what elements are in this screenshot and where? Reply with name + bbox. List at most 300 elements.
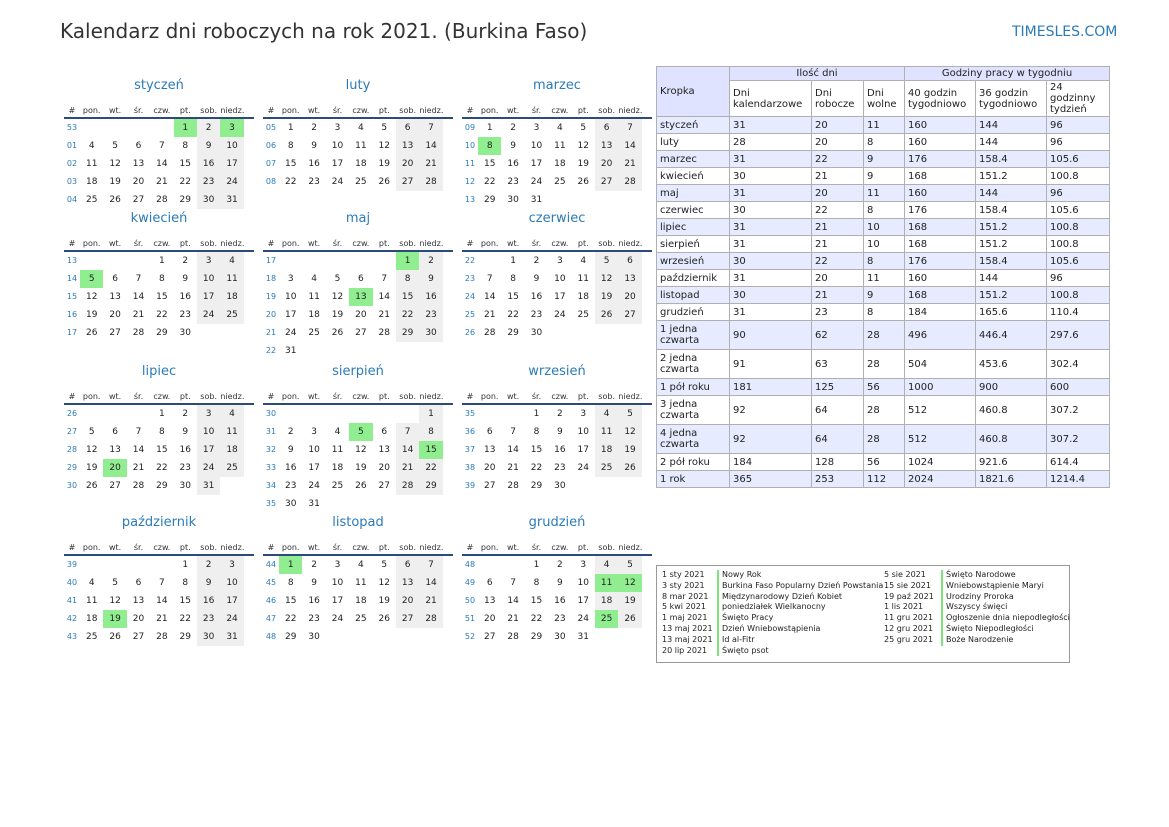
day-cell: 15 bbox=[179, 596, 191, 606]
day-cell: 9 bbox=[557, 578, 563, 588]
stat-value: 8 bbox=[864, 304, 905, 321]
weekday-label: czw. bbox=[551, 106, 569, 115]
week-row bbox=[263, 477, 453, 495]
week-row bbox=[263, 405, 453, 423]
week-number: 31 bbox=[265, 427, 277, 436]
day-cell bbox=[595, 191, 618, 209]
day-cell: 1 bbox=[159, 256, 165, 266]
day-cell: 25 bbox=[85, 632, 98, 642]
day-cell: 17 bbox=[284, 310, 297, 320]
day-cell: 14 bbox=[618, 137, 641, 155]
day-cell: 11 bbox=[220, 423, 243, 441]
day-cell: 20 bbox=[132, 177, 145, 187]
day-cell: 12 bbox=[618, 423, 641, 441]
day-cell bbox=[220, 477, 243, 495]
col-header: 24 godzinny tydzień bbox=[1047, 81, 1110, 117]
day-cell: 9 bbox=[419, 270, 442, 288]
day-cell bbox=[419, 495, 442, 513]
holiday-day: 15 bbox=[419, 441, 442, 459]
stat-value: 307.2 bbox=[1047, 396, 1110, 425]
holiday-entry bbox=[662, 613, 883, 624]
day-cell: 21 bbox=[156, 614, 168, 624]
day-cell: 27 bbox=[396, 173, 419, 191]
weekday-label: pon. bbox=[480, 543, 499, 552]
day-cell: 4 bbox=[595, 405, 618, 423]
day-cell: 20 bbox=[378, 463, 390, 473]
week-row bbox=[64, 137, 254, 155]
holiday-entry bbox=[884, 624, 1070, 635]
day-cell: 4 bbox=[311, 274, 317, 284]
week-row bbox=[462, 119, 652, 137]
month-name: październik bbox=[121, 515, 197, 530]
month-name: czerwiec bbox=[528, 211, 586, 226]
month-name: kwiecień bbox=[130, 211, 188, 226]
day-cell: 16 bbox=[308, 596, 320, 606]
day-cell: 11 bbox=[355, 141, 367, 151]
week-number: 22 bbox=[464, 256, 476, 265]
stat-value: 165.6 bbox=[976, 304, 1047, 321]
day-cell: 18 bbox=[355, 159, 367, 169]
holiday-day: 1 bbox=[396, 252, 419, 270]
day-cell: 30 bbox=[554, 481, 566, 491]
weekday-label: śr. bbox=[332, 106, 343, 115]
week-number: 43 bbox=[66, 632, 78, 641]
day-cell bbox=[326, 252, 349, 270]
stat-value: 64 bbox=[812, 396, 864, 425]
weekday-label: sob. bbox=[598, 543, 615, 552]
day-cell: 15 bbox=[483, 159, 496, 169]
month-name: styczeń bbox=[134, 78, 184, 93]
week-row bbox=[462, 441, 652, 459]
day-cell: 27 bbox=[483, 481, 496, 491]
day-cell bbox=[595, 324, 618, 342]
day-cell bbox=[349, 252, 372, 270]
day-cell: 3 bbox=[533, 123, 540, 133]
day-cell: 12 bbox=[109, 159, 121, 169]
day-cell: 31 bbox=[577, 632, 589, 642]
day-cell: 19 bbox=[378, 159, 390, 169]
stats-table bbox=[656, 66, 1110, 488]
month-1 bbox=[64, 76, 254, 209]
day-cell: 25 bbox=[308, 328, 320, 338]
week-number: 10 bbox=[464, 141, 476, 150]
day-cell bbox=[572, 191, 595, 209]
day-cell: 28 bbox=[156, 632, 168, 642]
week-row bbox=[462, 592, 652, 610]
week-row bbox=[263, 288, 453, 306]
week-row bbox=[64, 477, 254, 495]
day-cell: 26 bbox=[618, 610, 641, 628]
week-row bbox=[263, 137, 453, 155]
col-header: Dni wolne bbox=[864, 81, 905, 117]
week-row bbox=[263, 423, 453, 441]
brand-link[interactable]: TIMESLES.COM bbox=[1012, 24, 1118, 40]
day-cell: 24 bbox=[220, 173, 243, 191]
week-number: 37 bbox=[464, 445, 476, 454]
week-row bbox=[462, 324, 652, 342]
day-cell: 18 bbox=[85, 614, 98, 624]
day-cell: 17 bbox=[530, 159, 543, 169]
day-cell: 5 bbox=[580, 123, 587, 133]
stat-value: 144 bbox=[976, 270, 1047, 287]
week-number: 35 bbox=[265, 499, 277, 508]
day-cell: 4 bbox=[220, 405, 243, 423]
holiday-date: 5 sie 2021 bbox=[884, 570, 926, 579]
weekday-label: pt. bbox=[179, 392, 191, 401]
day-cell: 25 bbox=[577, 310, 589, 320]
day-cell: 30 bbox=[179, 328, 191, 338]
day-cell: 28 bbox=[618, 173, 641, 191]
day-cell: 5 bbox=[88, 427, 95, 437]
day-cell bbox=[419, 628, 442, 646]
day-cell: 17 bbox=[197, 288, 220, 306]
day-cell: 28 bbox=[132, 328, 145, 338]
day-cell: 21 bbox=[156, 177, 168, 187]
day-cell: 11 bbox=[331, 445, 344, 455]
day-cell: 8 bbox=[533, 578, 540, 588]
week-row bbox=[462, 306, 652, 324]
day-cell: 22 bbox=[179, 177, 191, 187]
weekday-label: czw. bbox=[551, 392, 569, 401]
day-cell: 2 bbox=[197, 119, 220, 137]
weekday-label: sob. bbox=[399, 106, 416, 115]
stat-value: 20 bbox=[812, 270, 864, 287]
day-cell: 19 bbox=[618, 441, 641, 459]
day-cell: 1 bbox=[510, 256, 516, 266]
stat-value: 90 bbox=[730, 321, 812, 350]
day-cell bbox=[396, 495, 419, 513]
weekday-label: czw. bbox=[153, 543, 171, 552]
stat-value: 62 bbox=[812, 321, 864, 350]
week-number: 28 bbox=[66, 445, 78, 454]
stat-value: 9 bbox=[864, 287, 905, 304]
stats-row bbox=[657, 270, 1110, 287]
day-cell bbox=[396, 342, 419, 360]
day-cell: 7 bbox=[618, 119, 641, 137]
stat-value: 446.4 bbox=[976, 321, 1047, 350]
stat-value: 56 bbox=[864, 454, 905, 471]
day-cell: 28 bbox=[483, 328, 496, 338]
stat-value: 92 bbox=[730, 396, 812, 425]
weekday-label: śr. bbox=[332, 543, 343, 552]
weekday-header bbox=[462, 96, 652, 119]
stats-row bbox=[657, 350, 1110, 379]
stat-value: 504 bbox=[905, 350, 976, 379]
day-cell: 2 bbox=[533, 256, 540, 266]
day-cell bbox=[279, 252, 302, 270]
stat-value: 30 bbox=[730, 168, 812, 185]
stat-value: 168 bbox=[905, 168, 976, 185]
day-cell: 29 bbox=[507, 328, 519, 338]
weekday-header bbox=[462, 229, 652, 252]
col-header: 36 godzin tygodniowo bbox=[976, 81, 1047, 117]
day-cell: 13 bbox=[483, 596, 496, 606]
week-row bbox=[263, 610, 453, 628]
week-row bbox=[64, 119, 254, 137]
stat-value: 11 bbox=[864, 270, 905, 287]
day-cell: 10 bbox=[577, 578, 589, 588]
day-cell bbox=[220, 324, 243, 342]
week-row bbox=[263, 324, 453, 342]
stat-value: 125 bbox=[812, 379, 864, 396]
day-cell: 9 bbox=[311, 578, 317, 588]
period-label: 4 jedna czwarta bbox=[657, 425, 730, 454]
weekday-label: pt. bbox=[179, 543, 191, 552]
stat-value: 23 bbox=[812, 304, 864, 321]
week-number: 39 bbox=[464, 481, 476, 490]
day-cell: 31 bbox=[220, 628, 243, 646]
day-cell bbox=[618, 477, 641, 495]
weekday-label: śr. bbox=[531, 106, 542, 115]
day-cell: 4 bbox=[358, 123, 364, 133]
day-cell bbox=[478, 405, 501, 423]
day-cell: 21 bbox=[507, 614, 519, 624]
weekday-label: niedz. bbox=[220, 392, 245, 401]
week-number: 26 bbox=[464, 328, 476, 337]
day-cell: 9 bbox=[197, 137, 220, 155]
day-cell bbox=[326, 628, 349, 646]
day-cell: 24 bbox=[331, 614, 344, 624]
weekday-label: niedz. bbox=[419, 543, 444, 552]
weekday-label: niedz. bbox=[419, 106, 444, 115]
stat-value: 28 bbox=[864, 396, 905, 425]
day-cell bbox=[80, 556, 103, 574]
day-cell: 4 bbox=[580, 256, 587, 266]
day-cell: 20 bbox=[396, 592, 419, 610]
day-cell: 21 bbox=[396, 459, 419, 477]
day-cell: 27 bbox=[618, 306, 641, 324]
day-cell: 2 bbox=[182, 256, 189, 266]
stat-value: 512 bbox=[905, 425, 976, 454]
day-cell: 3 bbox=[580, 560, 587, 570]
week-number-header: # bbox=[68, 239, 76, 248]
holiday-name: Święto Niepodległości bbox=[941, 624, 1034, 635]
day-cell: 12 bbox=[595, 270, 618, 288]
week-row bbox=[263, 441, 453, 459]
holiday-day: 12 bbox=[618, 574, 641, 592]
day-cell: 21 bbox=[618, 155, 641, 173]
week-number: 08 bbox=[265, 177, 277, 186]
week-row bbox=[462, 191, 652, 209]
day-cell: 24 bbox=[331, 177, 344, 187]
day-cell: 24 bbox=[577, 614, 589, 624]
day-cell bbox=[349, 405, 372, 423]
stat-value: 160 bbox=[905, 117, 976, 134]
weekday-label: pon. bbox=[480, 239, 499, 248]
day-cell: 31 bbox=[308, 499, 320, 509]
day-cell: 16 bbox=[554, 445, 566, 455]
weekday-label: śr. bbox=[133, 239, 144, 248]
stat-value: 151.2 bbox=[976, 236, 1047, 253]
day-cell: 4 bbox=[358, 560, 364, 570]
stat-value: 365 bbox=[730, 471, 812, 488]
day-cell: 5 bbox=[595, 252, 618, 270]
holiday-entry bbox=[884, 570, 1070, 581]
day-cell: 13 bbox=[595, 137, 618, 155]
holiday-entry bbox=[884, 602, 1070, 613]
period-label: marzec bbox=[657, 151, 730, 168]
stats-row bbox=[657, 253, 1110, 270]
week-number-header: # bbox=[68, 392, 76, 401]
stats-row bbox=[657, 134, 1110, 151]
day-cell: 7 bbox=[159, 141, 165, 151]
day-cell: 17 bbox=[308, 463, 320, 473]
week-row bbox=[263, 173, 453, 191]
weekday-label: pt. bbox=[378, 543, 390, 552]
day-cell: 30 bbox=[554, 632, 566, 642]
period-label: 1 rok bbox=[657, 471, 730, 488]
weekday-label: niedz. bbox=[618, 239, 643, 248]
day-cell: 1 bbox=[533, 409, 540, 419]
stat-value: 30 bbox=[730, 202, 812, 219]
days-group-header: Ilość dni bbox=[730, 67, 905, 81]
holiday-name: Święto psot bbox=[717, 646, 769, 657]
week-row bbox=[263, 270, 453, 288]
day-cell: 13 bbox=[483, 445, 496, 455]
day-cell bbox=[80, 405, 103, 423]
day-cell bbox=[349, 628, 372, 646]
day-cell: 19 bbox=[85, 463, 98, 473]
day-cell: 30 bbox=[197, 191, 220, 209]
week-number-header: # bbox=[267, 106, 275, 115]
month-name: sierpień bbox=[332, 364, 384, 379]
day-cell: 13 bbox=[109, 292, 121, 302]
holiday-name: Święto Narodowe bbox=[941, 570, 1016, 581]
day-cell: 15 bbox=[156, 445, 168, 455]
day-cell: 25 bbox=[220, 459, 243, 477]
stat-value: 20 bbox=[812, 185, 864, 202]
day-cell: 16 bbox=[284, 463, 297, 473]
period-label: lipiec bbox=[657, 219, 730, 236]
day-cell: 27 bbox=[109, 481, 121, 491]
week-number: 47 bbox=[265, 614, 277, 623]
day-cell: 13 bbox=[396, 137, 419, 155]
weekday-label: sob. bbox=[200, 106, 217, 115]
day-cell: 29 bbox=[483, 195, 496, 205]
day-cell: 12 bbox=[378, 141, 390, 151]
day-cell: 4 bbox=[557, 123, 563, 133]
week-number: 38 bbox=[464, 463, 476, 472]
day-cell: 14 bbox=[396, 441, 419, 459]
day-cell: 29 bbox=[179, 195, 191, 205]
weekday-label: śr. bbox=[531, 239, 542, 248]
week-row bbox=[462, 155, 652, 173]
day-cell: 5 bbox=[112, 578, 118, 588]
week-row bbox=[462, 477, 652, 495]
day-cell: 28 bbox=[419, 610, 442, 628]
week-number: 48 bbox=[265, 632, 277, 641]
holiday-name: Święto Pracy bbox=[717, 613, 773, 624]
holiday-entry bbox=[884, 613, 1070, 624]
week-number: 26 bbox=[66, 409, 78, 418]
week-number: 14 bbox=[66, 274, 78, 283]
weekday-label: pt. bbox=[577, 543, 589, 552]
week-row bbox=[462, 137, 652, 155]
stat-value: 128 bbox=[812, 454, 864, 471]
stat-value: 160 bbox=[905, 134, 976, 151]
day-cell: 20 bbox=[483, 614, 496, 624]
week-row bbox=[64, 592, 254, 610]
day-cell: 6 bbox=[396, 556, 419, 574]
week-number: 05 bbox=[265, 123, 277, 132]
day-cell: 24 bbox=[554, 310, 566, 320]
day-cell: 8 bbox=[533, 427, 540, 437]
stats-row bbox=[657, 117, 1110, 134]
day-cell: 28 bbox=[156, 195, 168, 205]
stat-value: 31 bbox=[730, 117, 812, 134]
weekday-label: wt. bbox=[307, 106, 321, 115]
day-cell: 15 bbox=[284, 596, 297, 606]
day-cell: 3 bbox=[220, 556, 243, 574]
week-number: 35 bbox=[464, 409, 476, 418]
day-cell: 12 bbox=[85, 445, 98, 455]
week-row bbox=[64, 459, 254, 477]
day-cell: 21 bbox=[507, 463, 519, 473]
col-header: Dni kalendarzowe bbox=[730, 81, 812, 117]
day-cell: 14 bbox=[132, 445, 145, 455]
stat-value: 900 bbox=[976, 379, 1047, 396]
day-cell bbox=[419, 342, 442, 360]
day-cell: 8 bbox=[159, 274, 165, 284]
month-name: maj bbox=[345, 211, 371, 226]
stat-value: 253 bbox=[812, 471, 864, 488]
day-cell bbox=[595, 628, 618, 646]
weekday-header bbox=[64, 382, 254, 405]
week-row bbox=[462, 556, 652, 574]
weekday-label: śr. bbox=[133, 543, 144, 552]
day-cell: 1 bbox=[287, 123, 294, 133]
day-cell bbox=[373, 252, 396, 270]
day-cell: 1 bbox=[486, 123, 493, 133]
weekday-label: niedz. bbox=[220, 106, 245, 115]
stat-value: 1024 bbox=[905, 454, 976, 471]
stat-value: 31 bbox=[730, 151, 812, 168]
day-cell: 17 bbox=[331, 159, 344, 169]
day-cell: 15 bbox=[284, 159, 297, 169]
day-cell: 29 bbox=[530, 481, 543, 491]
day-cell: 18 bbox=[595, 592, 618, 610]
day-cell: 29 bbox=[419, 477, 442, 495]
month-7 bbox=[64, 362, 254, 495]
stat-value: 151.2 bbox=[976, 168, 1047, 185]
stat-value: 151.2 bbox=[976, 219, 1047, 236]
holiday-name: Burkina Faso Popularny Dzień Powstania bbox=[717, 581, 883, 592]
stat-value: 453.6 bbox=[976, 350, 1047, 379]
stats-row bbox=[657, 219, 1110, 236]
stat-value: 307.2 bbox=[1047, 425, 1110, 454]
day-cell: 17 bbox=[577, 445, 589, 455]
day-cell: 22 bbox=[483, 177, 496, 187]
day-cell: 29 bbox=[179, 632, 191, 642]
day-cell: 20 bbox=[483, 463, 496, 473]
stat-value: 1821.6 bbox=[976, 471, 1047, 488]
week-row bbox=[64, 306, 254, 324]
period-label: 2 jedna czwarta bbox=[657, 350, 730, 379]
stat-value: 31 bbox=[730, 270, 812, 287]
week-row bbox=[263, 628, 453, 646]
day-cell: 21 bbox=[483, 310, 496, 320]
day-cell: 14 bbox=[156, 596, 168, 606]
stat-value: 31 bbox=[730, 236, 812, 253]
weekday-label: niedz. bbox=[618, 543, 643, 552]
weekday-header bbox=[64, 96, 254, 119]
stat-value: 144 bbox=[976, 185, 1047, 202]
holiday-date: 1 lis 2021 bbox=[884, 602, 924, 612]
day-cell: 15 bbox=[530, 445, 543, 455]
week-number: 46 bbox=[265, 596, 277, 605]
stat-value: 112 bbox=[864, 471, 905, 488]
stat-value: 460.8 bbox=[976, 396, 1047, 425]
